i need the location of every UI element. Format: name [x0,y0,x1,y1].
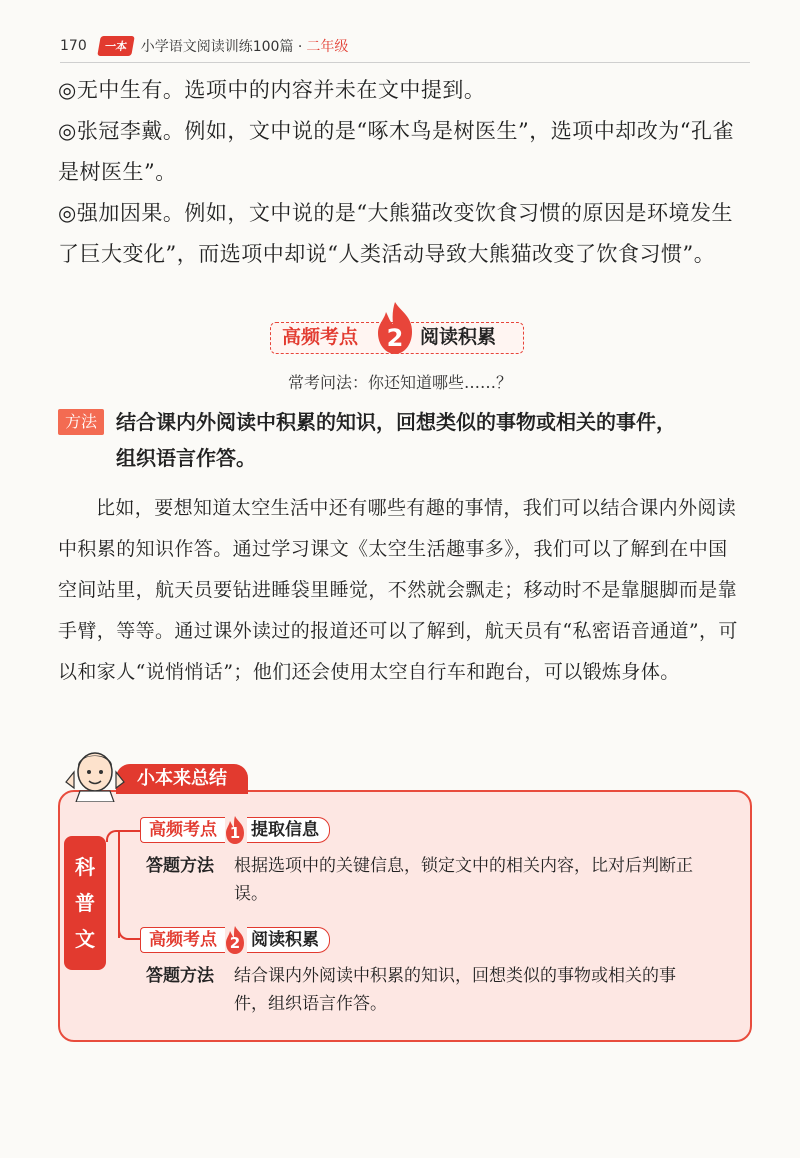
common-question: 常考问法：你还知道哪些……？ [287,373,512,392]
flame-icon [223,925,247,955]
paragraph-1: ◎无中生有。选项中的内容并未在文中提到。 [58,78,486,102]
section-title [270,300,530,360]
key-point-label: 高频考点 [140,817,225,843]
answer-method-1 [146,852,704,908]
paragraph-3: ◎强加因果。例如，文中说的是“大熊猫改变饮食习惯的原因是环境发生了巨大变化”，而选项中却说“人类活动导致大熊猫改变了饮食习惯”。 [58,201,734,266]
section-title-right: 阅读积累 [420,326,497,348]
category-label [64,836,106,970]
section-number: 2 [386,324,404,352]
key-point-1 [140,817,330,843]
header-divider [60,62,750,63]
flame-icon [223,815,247,845]
page-header [60,34,348,58]
answer-method-text: 根据选项中的关键信息，锁定文中的相关内容，比对后判断正误。 [234,856,693,904]
key-point-2 [140,927,330,953]
key-point-number: 2 [229,934,241,952]
method-line-2: 组织语言作答。 [116,446,256,470]
brand-logo: 一本 [97,36,135,56]
method-tag: 方法 [58,409,104,435]
flame-icon [370,300,420,356]
mascot-icon [60,742,130,802]
answer-method-label: 答题方法 [146,856,214,876]
answer-method-2 [146,962,704,1018]
category-char: 普 [75,891,95,915]
page-number: 170 [60,38,87,54]
connector-line [118,832,120,938]
section-title-left: 高频考点 [282,326,359,348]
method-line-1: 结合课内外阅读中积累的知识，回想类似的事物或相关的事件， [116,410,676,434]
category-char: 科 [75,855,95,879]
key-point-title: 阅读积累 [247,927,330,953]
grade-label: 二年级 [306,39,349,55]
book-title: 小学语文阅读训练100篇 · [140,39,303,55]
distractor-types [58,70,748,275]
example-paragraph: 比如，要想知道太空生活中还有哪些有趣的事情，我们可以结合课内外阅读中积累的知识作答。通过学习课文《太空生活趣事多》，我们可以了解到在中国空间站里，航天员要钻进睡袋里睡觉，不然就会飘走；移动时不是靠腿脚而是靠手臂，等等。通过课外读过的报道还可以了解到，航天员有“私密语音通道”，可以和家人“说悄悄话”；他们还会使用太空自行车和跑台，可以锻炼身体。 [58,497,738,683]
answer-method-label: 答题方法 [146,966,214,986]
key-point-label: 高频考点 [140,927,225,953]
key-point-title: 提取信息 [247,817,330,843]
summary-tab: 小本来总结 [116,764,248,794]
method-text [116,404,756,476]
paragraph-2: ◎张冠李戴。例如，文中说的是“啄木鸟是树医生”，选项中却改为“孔雀是树医生”。 [58,119,735,184]
category-char: 文 [75,927,95,951]
connector-line [118,928,142,940]
answer-method-text: 结合课内外阅读中积累的知识，回想类似的事物或相关的事件，组织语言作答。 [234,966,676,1014]
key-point-number: 1 [229,824,241,842]
connector-line [106,830,142,842]
